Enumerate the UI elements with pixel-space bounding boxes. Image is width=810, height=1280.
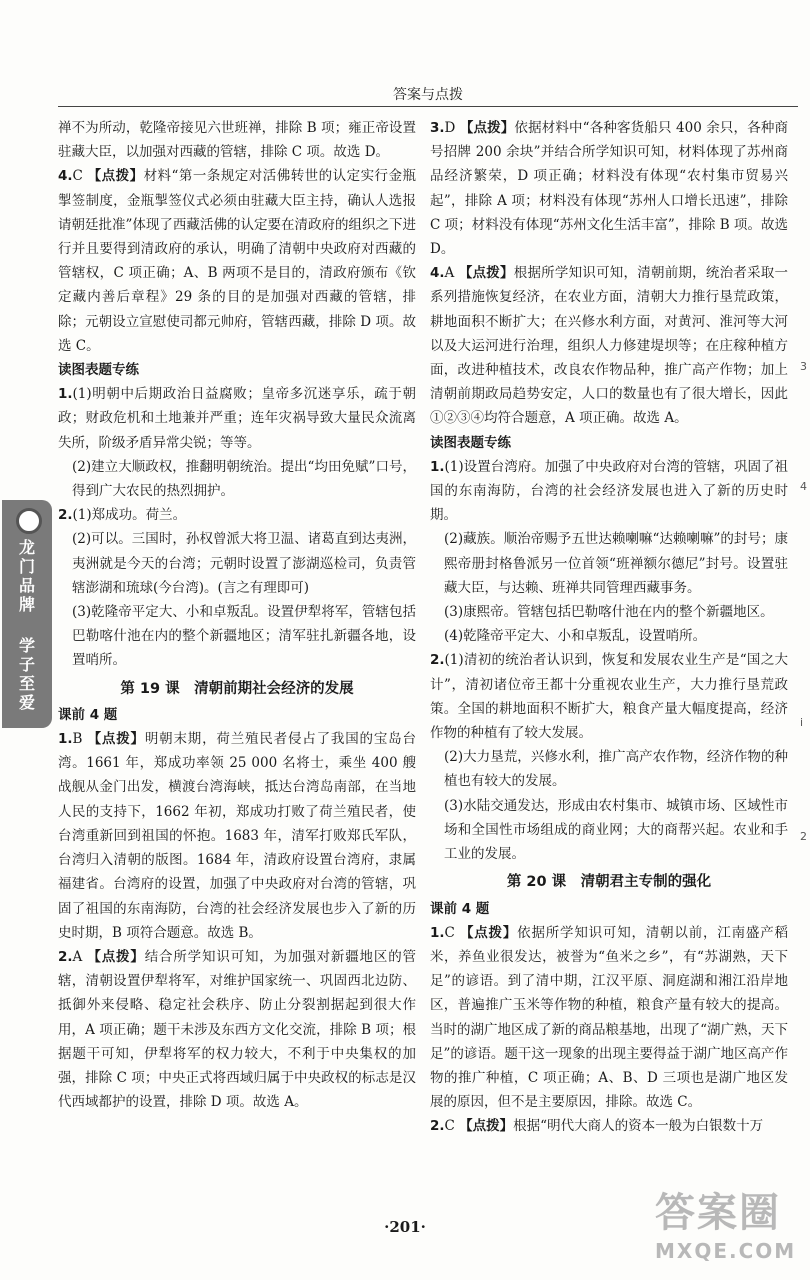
watermark-logo (655, 1188, 805, 1278)
answer-subitem: (3)康熙帝。管辖包括巴勒喀什池在内的整个新疆地区。 (444, 604, 774, 621)
answer-item: 2.A 【点拨】结合所学知识可知，为加强对新疆地区的管辖，清朝设置伊犁将军，对维护国家统一、巩固西北边防、抵御外来侵略、稳定社会秩序、防止分裂割据起到很大作用，A 项正确；题干未涉及东西方文化交流，排除 B 项；根据题干可知，伊犁将军的权力较大，不利于中央集权的加强，排除 C 项；中央正式将西域归属于中央政权的标志是汉代西域都护的设置，排除 D 项。故选 A。 (58, 948, 417, 1111)
page-number: ·201· (384, 1218, 426, 1236)
answer-item: 1.(1)明朝中后期政治日益腐败；皇帝多沉迷享乐，疏于朝政；财政危机和土地兼并严重；连年灾祸导致大量民众流离失所，阶级矛盾异常尖锐；等等。 (58, 386, 416, 451)
sidebar-circle-icon (16, 508, 42, 534)
sidebar-glyph: 牌 (18, 595, 35, 614)
answer-subitem: (4)乾隆帝平定大、小和卓叛乱，设置哨所。 (444, 628, 707, 645)
answer-subitem: (2)可以。三国时，孙权曾派大将卫温、诸葛直到达夷洲，夷洲就是今天的台湾；元朝时设置了澎湖巡检司，负责管辖澎湖和琉球(今台湾)。(言之有理即可) (72, 531, 416, 596)
watermark-small: MXQE.COM (655, 1239, 797, 1263)
header-title: 答案与点拨 (393, 87, 463, 103)
sidebar-slogan-1 (2, 538, 52, 614)
lesson-title: 第 19 课 清朝前期社会经济的发展 (120, 680, 354, 697)
section-heading: 读图表题专练 (430, 434, 511, 451)
answer-item: 1.(1)设置台湾府。加强了中央政府对台湾的管辖，巩固了祖国的东南海防，台湾的社会经济发展也进入了新的历史时期。 (430, 458, 788, 524)
lesson-title: 第 20 课 清朝君主专制的强化 (506, 874, 712, 891)
answer-subitem: (3)乾隆帝平定大、小和卓叛乱。设置伊犁将军，管辖包括巴勒喀什池在内的整个新疆地区；清军驻扎新疆各地，设置哨所。 (72, 604, 416, 669)
edge-mark: 2 (800, 830, 807, 843)
answer-item: 4.A 【点拨】根据所学知识可知，清朝前期，统治者采取一系列措施恢复经济，在农业方面，清朝大力推行垦荒政策，耕地面积不断扩大；在兴修水利方面，对黄河、淮河等大河以及大运河进行治理，组织人力修建堤坝等；在庄稼种植方面，改进种植技术，改良农作物品种，推广高产作物；加上清朝前期政局趋势安定，人口的数量也有了很大增长，因此①②③④均符合题意，A 项正确。故选 A。 (430, 265, 789, 427)
answer-item: 1.B 【点拨】明朝末期，荷兰殖民者侵占了我国的宝岛台湾。1661 年，郑成功率领 25 000 名将士，乘坐 400 艘战舰从金门出发，横渡台湾海峡，抵达台湾岛南部，在当地人民的支持下，1662 年初，郑成功打败了荷兰殖民者，使台湾重新回到祖国的怀抱。1683 年，清军打败郑氏军队，台湾归入清朝的版图。1684 年，清政府设置台湾府，隶属福建省。台湾府的设置，加强了中央政府对台湾的管辖，巩固了祖国的东南海防，台湾的社会经济发展也步入了新的历史时期，B 项符合题意。故选 B。 (58, 731, 417, 941)
left-column (58, 116, 416, 1114)
answer-subitem: (2)藏族。顺治帝赐予五世达赖喇嘛“达赖喇嘛”的封号；康熙帝册封格鲁派另一位首领“班禅额尔德尼”封号。设置驻藏大臣，与达赖、班禅共同管理西藏事务。 (444, 531, 788, 596)
continued-paragraph: 禅不为所动，乾隆帝接见六世班禅，排除 B 项；雍正帝设置驻藏大臣，以加强对西藏的管辖，排除 C 项。故选 D。 (58, 120, 416, 161)
edge-mark: 4 (800, 480, 807, 493)
sidebar-glyph: 至 (18, 674, 35, 693)
watermark-big: 答案圈 (655, 1190, 781, 1236)
answer-subitem: (2)大力垦荒，兴修水利，推广高产农作物，经济作物的种植也有较大的发展。 (444, 749, 788, 790)
sidebar-slogan-2 (2, 636, 52, 712)
section-heading: 读图表题专练 (58, 362, 139, 379)
sidebar-glyph: 龙 (18, 538, 35, 557)
answer-item: 2.C 【点拨】根据“明代大商人的资本一般为白银数十万 (430, 1118, 764, 1135)
sidebar-glyph: 学 (18, 636, 35, 655)
right-column (430, 116, 788, 1139)
section-heading: 课前 4 题 (430, 900, 490, 917)
answer-item: 2.(1)清初的统治者认识到，恢复和发展农业生产是“国之大计”，清初诸位帝王都十分重视农业生产，大力推行垦荒政策。全国的耕地面积不断扩大，粮食产量大幅度提高，经济作物的种植有了较大发展。 (430, 652, 788, 742)
answer-item: 4.C 【点拨】材料“第一条规定对活佛转世的认定实行金瓶掣签制度，金瓶掣签仪式必须由驻藏大臣主持，确认人选报请朝廷批准”体现了西藏活佛的认定要在清政府的组织之下进行并且要得到清政府的承认，明确了清朝中央政府对西藏的管辖权，C 项正确；A、B 两项不是目的，清政府颁布《钦定藏内善后章程》29 条的目的是加强对西藏的管辖，排除；元朝设立宣慰使司都元帅府，管辖西藏，排除 D 项。故选 C。 (58, 168, 417, 354)
section-heading: 课前 4 题 (58, 706, 118, 723)
sidebar-glyph: 子 (18, 655, 35, 674)
answer-item: 3.D 【点拨】依据材料中“各种客货船只 400 余只，各种商号招牌 200 余块”并结合所学知识可知，材料体现了苏州商品经济繁荣，D 项正确；材料没有体现“农村集市贸易兴起”，排除 A 项；材料没有体现“苏州人口增长迅速”，排除 C 项；材料没有体现“苏州文化生活丰富”，排除 B 项。故选 D。 (430, 120, 789, 258)
edge-mark: 3 (800, 360, 807, 373)
sidebar-glyph: 门 (18, 557, 35, 576)
answer-item: 1.C 【点拨】依据所学知识可知，清朝以前，江南盛产稻米，养鱼业很发达，被誉为“鱼米之乡”，有“苏湖熟，天下足”的谚语。到了清中期，江汉平原、洞庭湖和湘江沿岸地区，普遍推广玉米等作物的种植，粮食产量有较大的提高。当时的湖广地区成了新的商品粮基地，出现了“湖广熟，天下足”的谚语。题干这一现象的出现主要得益于湖广地区高产作物的推广种植，C 项正确；A、B、D 三项也是湖广地区发展的原因，但不是主要原因，排除。故选 C。 (430, 924, 788, 1111)
page-header (58, 84, 798, 107)
edge-mark: i (800, 716, 804, 729)
answer-item: 2.(1)郑成功。荷兰。 (58, 507, 187, 524)
answer-subitem: (3)水陆交通发达，形成由农村集市、城镇市场、区域性市场和全国性市场组成的商业网；大的商帮兴起。农业和手工业的发展。 (444, 797, 788, 863)
answer-subitem: (2)建立大顺政权，推翻明朝统治。提出“均田免赋”口号，得到广大农民的热烈拥护。 (72, 458, 416, 500)
sidebar-glyph: 爱 (18, 693, 35, 712)
brand-sidebar (2, 500, 52, 728)
sidebar-slogan-text (2, 636, 52, 712)
sidebar-glyph: 品 (18, 576, 35, 595)
sidebar-slogan-text (2, 538, 52, 614)
